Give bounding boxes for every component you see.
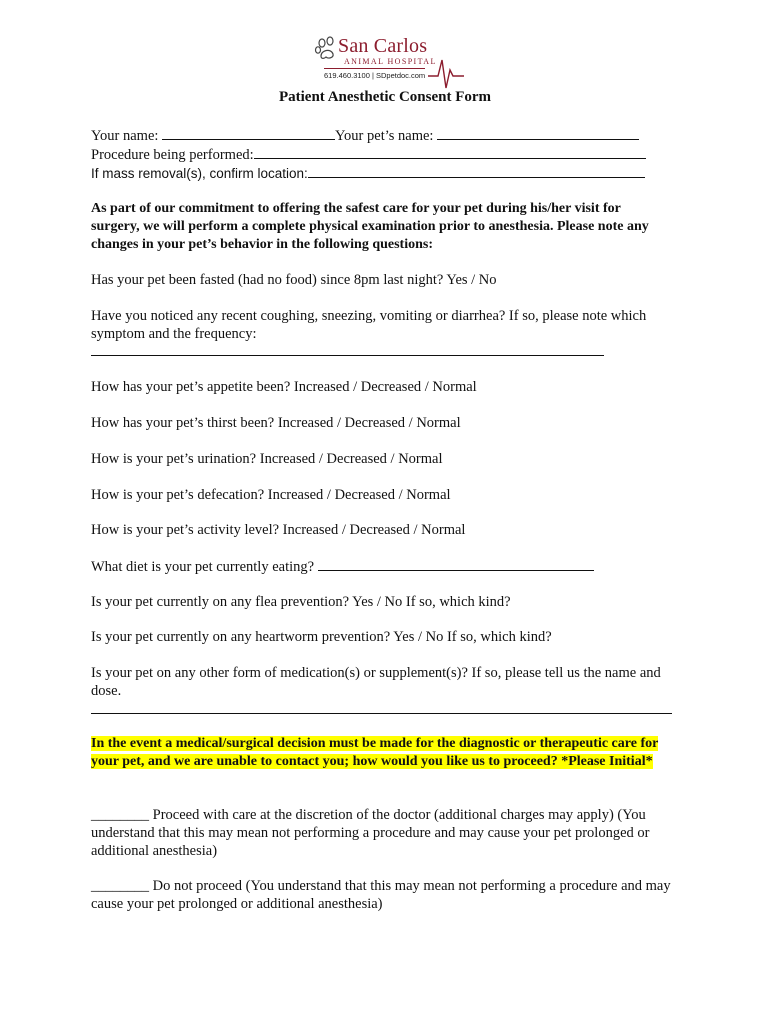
question-symptoms: Have you noticed any recent coughing, sneezing, vomiting or diarrhea? If so, please note which symptom and the frequency: bbox=[91, 308, 647, 342]
mass-row bbox=[91, 164, 645, 181]
procedure-field[interactable] bbox=[254, 145, 646, 159]
question-urination: How is your pet’s urination? Increased / Decreased / Normal bbox=[91, 451, 443, 467]
mass-location-label: If mass removal(s), confirm location: bbox=[91, 166, 308, 181]
question-appetite: How has your pet’s appetite been? Increased / Decreased / Normal bbox=[91, 379, 477, 395]
question-flea: Is your pet currently on any flea prevention? Yes / No If so, which kind? bbox=[91, 594, 511, 610]
proceed-initial-blank[interactable]: ________ bbox=[91, 807, 149, 823]
logo-name: San Carlos bbox=[338, 35, 428, 57]
decision-paragraph bbox=[91, 735, 666, 771]
intro-paragraph: As part of our commitment to offering the safest care for your pet during his/her visit for surgery, we will perform a complete physical examination prior to anesthesia. Please note any changes in your pet’s behavior in the following questions: bbox=[91, 201, 649, 252]
pet-name-label: Your pet’s name: bbox=[335, 128, 434, 144]
question-defecation: How is your pet’s defecation? Increased / Decreased / Normal bbox=[91, 487, 451, 503]
diet-answer-field[interactable] bbox=[318, 557, 594, 571]
form-title: Patient Anesthetic Consent Form bbox=[278, 89, 492, 105]
procedure-row bbox=[91, 145, 646, 164]
logo-subtitle: ANIMAL HOSPITAL bbox=[344, 57, 437, 66]
hospital-logo bbox=[300, 30, 470, 90]
not-proceed-text: Do not proceed (You understand that this may mean not performing a procedure and may cause your pet prolonged or additional anesthesia) bbox=[91, 878, 671, 912]
question-thirst: How has your pet’s thirst been? Increased / Decreased / Normal bbox=[91, 415, 461, 431]
question-activity: How is your pet’s activity level? Increased / Decreased / Normal bbox=[91, 522, 466, 538]
medication-answer-line[interactable] bbox=[91, 713, 672, 714]
mass-location-field[interactable] bbox=[308, 164, 645, 178]
not-proceed-initial-blank[interactable]: ________ bbox=[91, 878, 149, 894]
question-diet: What diet is your pet currently eating? bbox=[91, 559, 315, 575]
decision-highlight: In the event a medical/surgical decision must be made for the diagnostic or therapeutic care for your pet, and we are unable to contact you; how would you like us to proceed? *Please Initial* bbox=[91, 736, 659, 769]
logo-contact: 619.460.3100 | SDpetdoc.com bbox=[324, 68, 425, 80]
question-heartworm: Is your pet currently on any heartworm prevention? Yes / No If so, which kind? bbox=[91, 629, 552, 645]
your-name-label: Your name: bbox=[91, 128, 159, 144]
pet-name-field[interactable] bbox=[437, 126, 639, 140]
option-not-proceed bbox=[91, 877, 681, 913]
option-proceed bbox=[91, 806, 681, 860]
proceed-text: Proceed with care at the discretion of the doctor (additional charges may apply) (You understand that this may mean not performing a procedure and may cause your pet prolonged or additional anesthesia) bbox=[91, 807, 650, 859]
heartbeat-icon bbox=[428, 56, 464, 90]
name-row bbox=[91, 126, 639, 145]
your-name-field[interactable] bbox=[162, 126, 335, 140]
question-medication: Is your pet on any other form of medication(s) or supplement(s)? If so, please tell us the name and dose. bbox=[91, 665, 661, 699]
procedure-label: Procedure being performed: bbox=[91, 147, 254, 163]
question-fasted: Has your pet been fasted (had no food) since 8pm last night? Yes / No bbox=[91, 272, 497, 288]
symptoms-answer-line[interactable] bbox=[91, 355, 604, 356]
question-diet-row bbox=[91, 557, 594, 576]
